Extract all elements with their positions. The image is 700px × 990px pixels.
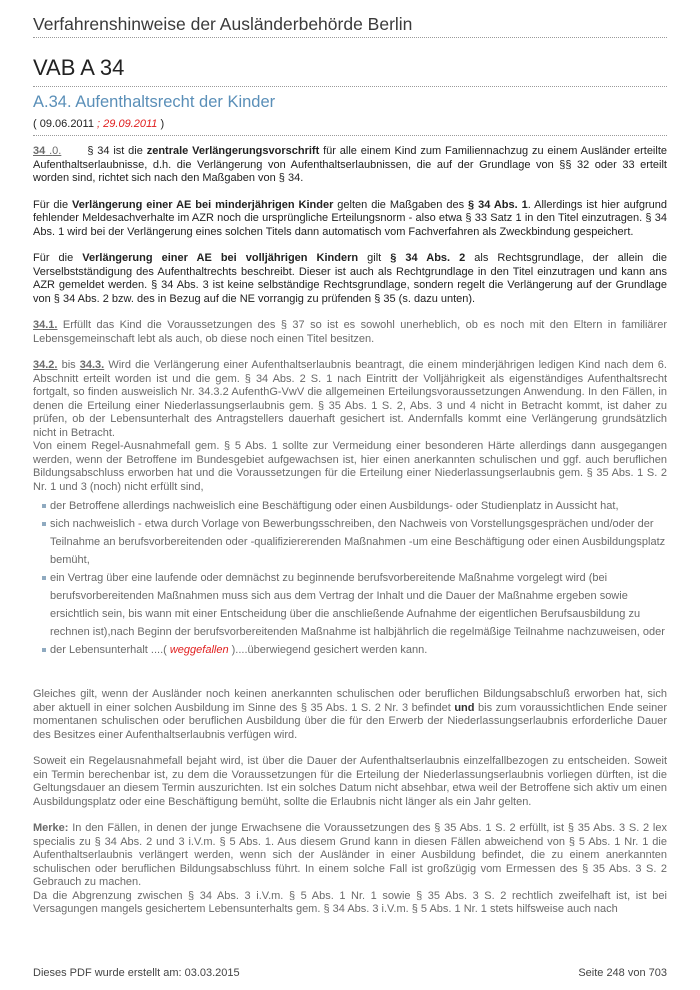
text: gilt [358,252,391,264]
anchor-link-34-2[interactable]: 34.2. [33,359,58,371]
bold-text: § 34 Abs. 1 [468,198,528,211]
paragraph-34-2 [33,359,667,440]
text: . Allerdings ist hier aufgrund fehlender Meldesachverhalte im AZR noch die ursprüngliche Erteilungsnorm - also etwa § 33 Satz 1 in den Titel einzutragen. § 34 Abs. 1 wird bei der Verlängerung eines solchen Titels dann automatisch vom Fachverfahren als Zweckbindung gespeichert. [33,198,667,238]
page-footer [33,967,667,979]
paragraph-gleiches [33,688,667,742]
text: für alle einem Kind zum Familiennachzug zu einem Ausländer erteilte Aufenthaltserlaubnisse, d.h. die Verlängerung von Aufenthaltserlaubnissen, die auf der Grundlage von §§ 32 oder 33 erteilt worden sind, richtet sich nach den Maßgaben von § 34. [33,145,667,184]
text: Für die [33,198,73,211]
anchor-link-34[interactable]: 34 [33,145,46,157]
anchor-link-sep[interactable]: . [45,145,53,157]
bold-text: und [454,701,475,714]
bold-text: Verlängerung einer AE bei minderjährigen Kinder [72,198,334,211]
list-item-text: der Betroffene allerdings nachweislich eine Beschäftigung oder einen Ausbildungs- oder Studienplatz in Aussicht hat, [50,500,619,512]
version-dates [33,118,164,130]
paragraph-adult [33,252,667,306]
text: Wird die Verlängerung einer Aufenthaltserlaubnis beantragt, die einem minderjährigen ledigen Kind nach dem 6. Abschnitt erteilt worden ist und die gem. § 34 Abs. 2 S. 1 nach Eintritt der Volljährigkeit als eigenständiges Aufenthaltsrecht fortgalt, so finden ausweislich Nr. 34.3.2 AufenthG-VwV die allgemeinen Erteilungsvoraussetzungen Anwendung. In den Fällen, in denen die Erteilung einer Niederlassungserlaubnis gem. § 35 Abs. 1 S. 2, Abs. 3 und 4 nicht in Betracht kommt, ist daher zu prüfen, ob der Lebensunterhalt des Antragstellers dauerhaft gesichert ist. Andernfalls kommt eine Verlängerung grundsätzlich nicht in Betracht. [33,359,667,439]
bullet-icon [42,504,46,508]
bold-text: Merke: [33,822,69,834]
text: bis zum voraussichtlichen Ende seiner momentanen schulischen oder beruflichen Ausbildung über die für den Erwerb der Niederlassungserlaubnis erforderliche Dauer des Besitzes einer Aufenthaltserlaubnis verfügen wird. [33,701,668,741]
paragraph-regel-ausnahme: Von einem Regel-Ausnahmefall gem. § 5 Abs. 1 sollte zur Vermeidung einer besonderen Härte allerdings dann ausgegangen werden, wenn der Betroffene im Bundesgebiet aufgewachsen ist, hier einen anerkannten schulischen und ggf. auch beruflichen Bildungsabschluss erworben hat und die Voraussetzungen für die Erteilung einer Niederlassungserlaubnis gem. § 35 Abs. 1 S. 2 Nr. 1 und 3 (noch) nicht erfüllt sind, [33,440,667,493]
text: als Rechtsgrundlage, der allein die Verselbstständigung des Aufenthaltrechts beschreibt. Dieser ist auch als Rechtgrundlage in den Titel einzutragen und kann ans AZR gemeldet werden. § 34 Abs. 3 ist keine selbständige Rechtsgrundlage, sondern regelt die Verlängerung auf der Grundlage von § 34 Abs. 2 bzw. des in Bezug auf die NE vorrangig zu prüfenden § 35 (s. dazu unten). [33,252,667,305]
document-body [33,145,667,917]
list-item-text: sich nachweislich - etwa durch Vorlage von Bewerbungsschreiben, den Nachweis von Vorstellungsgesprächen und/oder der Teilnahme an berufsvorbereitenden oder -qualifiziererenden Maßnahmen -um eine Beschäftigung oder einen Ausbildungsplatz bemüht, [50,518,666,566]
paragraph-minor [33,199,667,240]
page-title: VAB A 34 [33,55,125,80]
footer-created-date: Dieses PDF wurde erstellt am: 03.03.2015 [33,967,240,979]
anchor-link-34-3[interactable]: 34.3. [79,359,105,371]
bullet-icon [42,576,46,580]
anchor-link-34-0[interactable]: 0. [52,145,62,157]
text: In den Fällen, in denen der junge Erwachsene die Voraussetzungen des § 35 Abs. 1 S. 2 erfüllt, ist § 35 Abs. 3 S. 2 lex specialis zu § 34 Abs. 2 und 3 i.V.m. § 5 Abs. 1. Aus diesem Grund kann in diesen Fällen abweichend von § 5 Abs. 1 Nr. 1 die Aufenthaltserlaubnis verlängert werden, wenn sich der Ausländer in einer Ausbildung befindet, die zu einem anerkannten schulischen oder beruflichen Bildungsabschluss führt. In einem solche Fall ist großzügig vom Ermessen des § 35 Abs. 3 S. 2 Gebrauch zu machen. [33,822,667,888]
header-divider [33,37,667,38]
bullet-icon [42,648,46,652]
list-item [43,641,667,659]
list-item [43,569,667,641]
bold-text: § 34 Abs. 2 [390,252,466,264]
paragraph-34-1 [33,319,667,346]
anchor-link-34-1[interactable]: 34.1. [33,319,58,331]
removed-text: weggefallen [169,644,229,656]
document-header: Verfahrenshinweise der Ausländerbehörde Berlin [33,14,413,34]
text: Erfüllt das Kind die Voraussetzungen des § 37 so ist es sowohl unerheblich, ob es noch mit den Eltern in familiärer Lebensgemeinschaft lebt als auch, ob diese noch einen Titel besitzen. [33,319,667,345]
list-item-text: der Lebensunterhalt ....( [50,644,170,656]
bold-text: Verlängerung einer AE bei volljährigen Kindern [82,252,359,264]
condition-list [33,497,667,659]
list-item-text: ein Vertrag über eine laufende oder demnächst zu beginnende berufsvorbereitende Maßnahme vorgelegt wird (bei berufsvorbereitenden Maßnahmen muss sich aus dem Vertrag der Inhalt und die Dauer der Maßnahme ergeben sowie ersichtlich sein, bis wann mit einer Entscheidung über die anschließende Aufnahme der eigentlichen Berufsausbildung zu rechnen ist),nach Beginn der berufsvorbereitenden Maßnahme ist halbjährlich die regelmäßige Teilnahme nachzuweisen, oder [50,572,665,638]
bold-text: zentrale Verlängerungsvorschrift [146,145,320,157]
date-sep: ; [93,118,104,130]
text: Gleiches gilt, wenn der Ausländer noch keinen anerkannten schulischen oder beruflichen Bildungsabschluß erworben hat, sich aber aktuell in einer solchen Ausbildung im Sinne des § 35 Abs. 1 S. 2 Nr. 3 befindet [33,688,667,714]
title-divider [33,86,667,87]
text: § 34 ist die [87,145,147,157]
date-second: 29.09.2011 [103,118,158,130]
date-first: 09.06.2011 [39,118,94,130]
paragraph-abgrenzung: Da die Abgrenzung zwischen § 34 Abs. 3 i.V.m. § 5 Abs. 1 Nr. 1 sowie § 35 Abs. 3 S. 2 rechtlich zweifelhaft ist, ist bei Versagungen mangels gesichertem Lebensunterhalts gem. § 34 Abs. 3 i.V.m. § 5 Abs. 1 Nr. 1 stets hilfsweise auch nach [33,889,667,915]
list-item [43,497,667,515]
section-title: A.34. Aufenthaltsrecht der Kinder [33,93,276,111]
list-item [43,515,667,569]
paragraph-34-0 [33,145,667,186]
footer-page-number: Seite 248 von 703 [578,967,667,979]
date-bracket-open: ( [33,118,40,130]
bullet-icon [42,522,46,526]
text: bis [57,359,80,371]
list-item-text: )....überwiegend gesichert werden kann. [228,644,428,656]
section-divider [33,135,667,136]
paragraph-merke [33,822,667,890]
paragraph-geltungsdauer: Soweit ein Regelausnahmefall bejaht wird, ist über die Dauer der Aufenthaltserlaubnis einzelfallbezogen zu entscheiden. Soweit ein Termin berechenbar ist, zu dem die Voraussetzungen für die Erteilung der Niederlassungserlaubnis vorliegen dürften, ist die Geltungsdauer an diesem Termin auszurichten. Ist ein solches Datum nicht absehbar, etwa weil der Betroffene sich aktiv um einen Ausbildungsplatz oder eine Beschäftigung bemüht, sollte die Erlaubnis nicht länger als ein Jahr gelten. [33,755,667,808]
date-bracket-close: ) [157,118,165,130]
text: Für die [33,252,83,264]
text: gelten die Maßgaben des [333,198,469,211]
